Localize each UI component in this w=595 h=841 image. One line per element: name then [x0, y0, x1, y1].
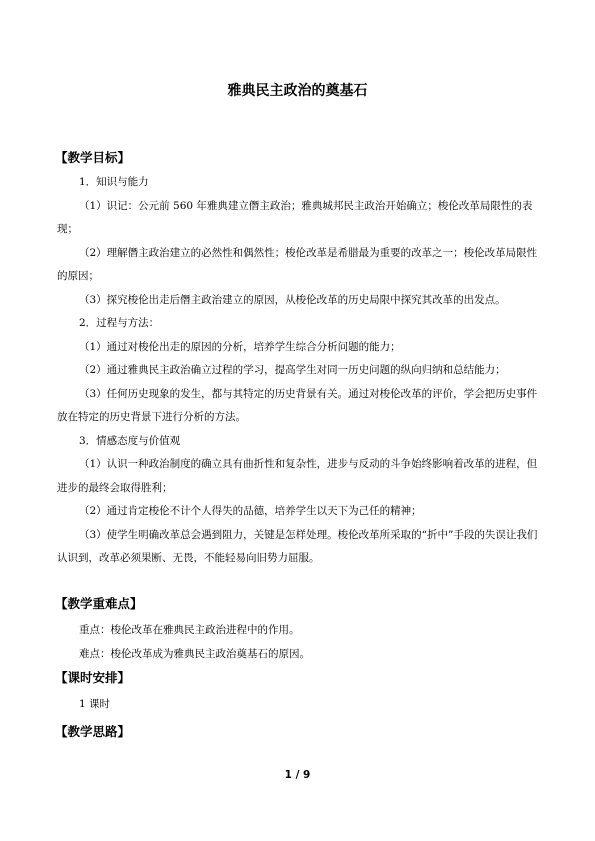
goals-paragraph: （3）探究梭伦出走后僭主政治建立的原因，从梭伦改革的历史局限中探究其改革的出发点。 [79, 293, 506, 306]
goals-paragraph: （2）通过雅典民主政治确立过程的学习，提高学生对同一历史问题的纵向归纳和总结能力； [79, 364, 506, 376]
page-number: 1 / 9 [284, 769, 311, 781]
goals-paragraph: （1）通过对梭伦出走的原因的分析，培养学生综合分析问题的能力； [79, 340, 401, 353]
goals-paragraph: （3）使学生明确改革总会遇到阻力，关键是怎样处理。梭伦改革所采取的“折中”手段的失误让我们认识到，改革必须果断、无畏，不能轻易向旧势力屈服。 [57, 528, 538, 564]
goals-paragraph: （1）识记：公元前 560 年雅典建立僭主政治；雅典城邦民主政治开始确立；梭伦改革局限性的表现； [57, 199, 533, 235]
goals-paragraph: （2）通过肯定梭伦不计个人得失的品德，培养学生以天下为己任的精神； [79, 505, 422, 517]
goals-body [57, 171, 540, 571]
key-points-body [57, 619, 540, 666]
section-heading-goals: 【教学目标】 [55, 150, 131, 165]
section-heading-schedule: 【课时安排】 [55, 670, 131, 685]
goals-paragraph: 3．情感态度与价值观 [79, 434, 181, 447]
schedule-text: 1 课时 [79, 698, 111, 710]
key-point-line: 难点：梭伦改革成为雅典民主政治奠基石的原因。 [79, 647, 310, 660]
document-title: 雅典民主政治的奠基石 [227, 83, 368, 99]
section-heading-key-points: 【教学重难点】 [55, 596, 143, 611]
key-point-line: 重点：梭伦改革在雅典民主政治进程中的作用。 [79, 624, 300, 636]
goals-paragraph: 2．过程与方法： [79, 317, 160, 329]
goals-paragraph: （2）理解僭主政治建立的必然性和偶然性；梭伦改革是希腊最为重要的改革之一；梭伦改革局限性的原因； [57, 246, 538, 282]
goals-paragraph: （3）任何历史现象的发生，都与其特定的历史背景有关。通过对梭伦改革的评价，学会把历史事件放在特定的历史背景下进行分析的方法。 [57, 387, 538, 423]
section-heading-approach: 【教学思路】 [55, 724, 131, 739]
goals-paragraph: （1）认识一种政治制度的确立具有曲折性和复杂性，进步与反动的斗争始终影响着改革的进程，但进步的最终会取得胜利； [57, 458, 538, 494]
goals-paragraph: 1．知识与能力 [79, 176, 149, 188]
